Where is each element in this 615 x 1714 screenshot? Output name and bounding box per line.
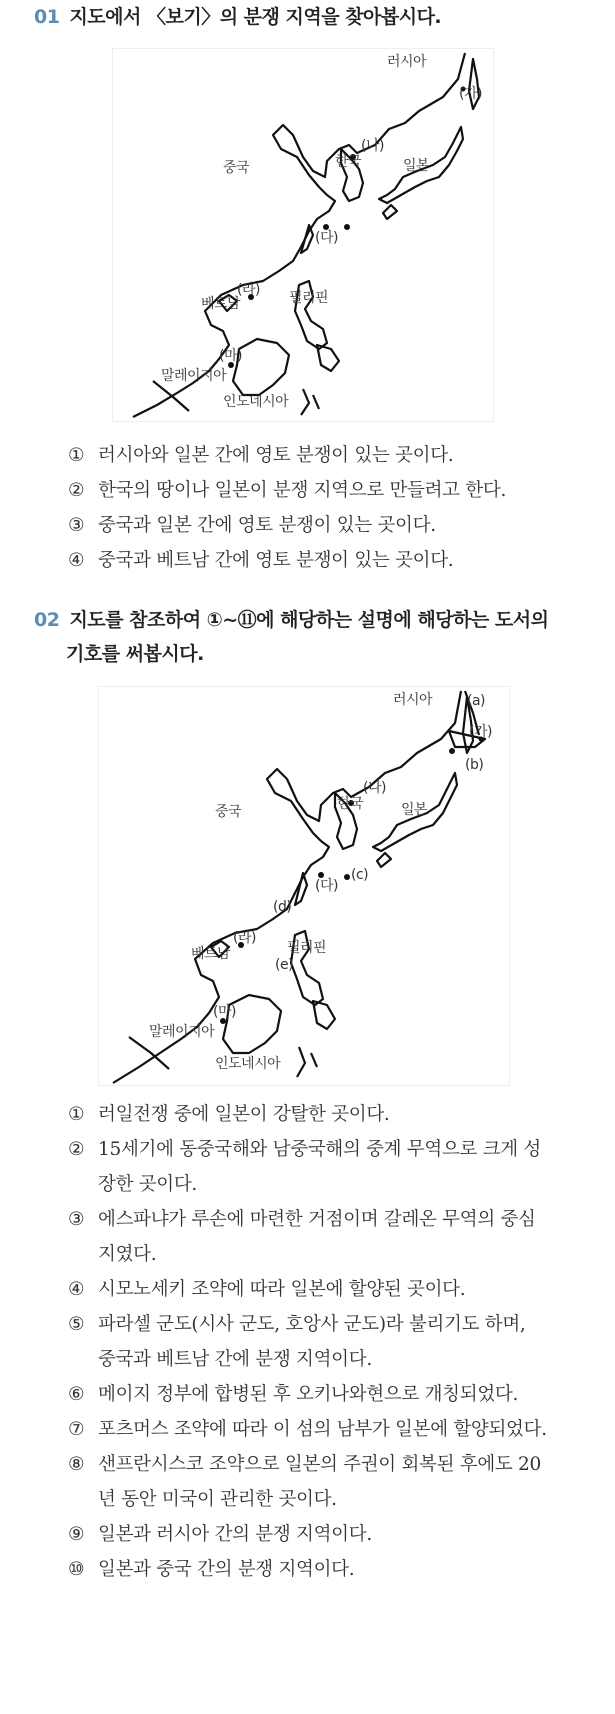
q2-choice-10: ⑩ 일본과 중국 간의 분쟁 지역이다. <box>68 1559 355 1580</box>
q2-choice-5: ⑤ 파라셀 군도(시사 군도, 호앙사 군도)라 불리기도 하며, 중국과 베트남 간에 분쟁 지역이다. <box>68 1314 526 1370</box>
q1-choices <box>68 438 588 578</box>
map2-label-japan: 일본 <box>401 802 428 818</box>
q1-choice-4: ④ 중국과 베트남 간에 영토 분쟁이 있는 곳이다. <box>68 550 454 571</box>
map-label-da: (다) <box>315 230 338 246</box>
q1-title <box>34 2 441 32</box>
q1-choice-2: ② 한국의 땅이나 일본이 분쟁 지역으로 만들려고 한다. <box>68 480 507 501</box>
map-label-indonesia: 인도네시아 <box>223 394 289 410</box>
map2-label-russia: 러시아 <box>393 692 433 708</box>
q2-title-line2: 기호를 써봅시다. <box>66 643 204 665</box>
q1-number: 01 <box>34 6 60 28</box>
map2-label-a: (a) <box>467 693 486 709</box>
q1-choice-1: ① 러시아와 일본 간에 영토 분쟁이 있는 곳이다. <box>68 445 454 466</box>
q1-choice-3: ③ 중국과 일본 간에 영토 분쟁이 있는 곳이다. <box>68 515 436 536</box>
map2-label-b: (b) <box>465 757 484 773</box>
map2-label-vietnam: 베트남 <box>191 946 231 962</box>
q2-choice-2: ② 15세기에 동중국해와 남중국해의 중계 무역으로 크게 성 장한 곳이다. <box>68 1139 541 1195</box>
map2-label-e: (e) <box>275 957 294 973</box>
map-label-china: 중국 <box>223 160 250 176</box>
map-label-japan: 일본 <box>403 158 430 174</box>
map2-label-philippines: 필리핀 <box>287 940 327 956</box>
map-label-ga: (가) <box>459 86 482 102</box>
map-label-vietnam: 베트남 <box>201 296 241 312</box>
q2-title-cont <box>66 639 204 669</box>
map2-label-da: (다) <box>315 878 338 894</box>
q2-title-line1: 지도를 참조하여 ①~⑪에 해당하는 설명에 해당하는 도서의 <box>69 609 549 631</box>
map2-label-c: (c) <box>351 867 369 883</box>
q1-title-text: 지도에서 〈보기〉의 분쟁 지역을 찾아봅시다. <box>69 6 442 28</box>
q1-map <box>112 48 494 422</box>
q2-choices <box>68 1097 588 1587</box>
map2-label-malaysia: 말레이지아 <box>149 1024 215 1040</box>
map-label-ra: (라) <box>237 282 260 298</box>
map2-label-korea: 한국 <box>337 796 364 812</box>
q2-number: 02 <box>34 609 60 631</box>
map-label-ma: (마) <box>219 348 242 364</box>
map-label-malaysia: 말레이지아 <box>161 368 227 384</box>
q2-choice-1: ① 러일전쟁 중에 일본이 강탈한 곳이다. <box>68 1104 390 1125</box>
q2-map <box>98 686 510 1086</box>
q2-choice-9: ⑨ 일본과 러시아 간의 분쟁 지역이다. <box>68 1524 372 1545</box>
q2-choice-8: ⑧ 샌프란시스코 조약으로 일본의 주권이 회복된 후에도 20 년 동안 미국이 관리한 곳이다. <box>68 1454 541 1510</box>
map-label-na: (나) <box>361 138 384 154</box>
map-label-philippines: 필리핀 <box>289 290 329 306</box>
q2-title <box>34 605 548 635</box>
map-label-korea: 한국 <box>335 154 362 170</box>
map2-label-d: (d) <box>273 899 292 915</box>
map2-label-ma: (마) <box>213 1004 236 1020</box>
q2-choice-4: ④ 시모노세키 조약에 따라 일본에 할양된 곳이다. <box>68 1279 466 1300</box>
q2-choice-6: ⑥ 메이지 정부에 합병된 후 오키나와현으로 개칭되었다. <box>68 1384 519 1405</box>
map2-label-china: 중국 <box>215 804 242 820</box>
q2-choice-7: ⑦ 포츠머스 조약에 따라 이 섬의 남부가 일본에 할양되었다. <box>68 1419 547 1440</box>
map2-label-ra: (라) <box>233 930 256 946</box>
map2-label-indonesia: 인도네시아 <box>215 1056 281 1072</box>
map2-label-ga: (가) <box>469 724 492 740</box>
map2-label-na: (나) <box>363 780 386 796</box>
map-label-russia: 러시아 <box>387 54 427 70</box>
q2-choice-3: ③ 에스파냐가 루손에 마련한 거점이며 갈레온 무역의 중심 지였다. <box>68 1209 536 1265</box>
